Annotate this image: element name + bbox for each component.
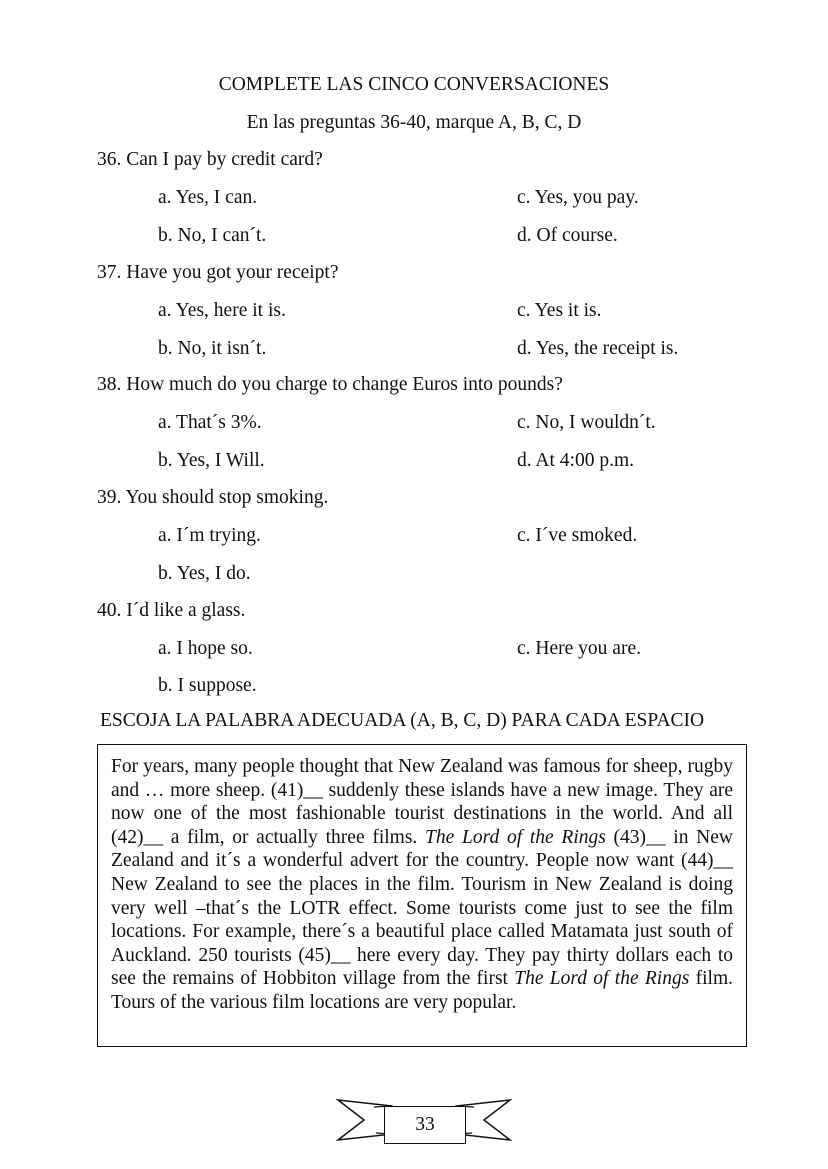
- option-36-b: b. No, I can´t.: [158, 225, 267, 246]
- question-40: 40. I´d like a glass.: [97, 600, 246, 621]
- option-38-a: a. That´s 3%.: [158, 412, 262, 433]
- option-37-d: d. Yes, the receipt is.: [517, 338, 679, 359]
- question-36: 36. Can I pay by credit card?: [97, 149, 323, 170]
- instructions: En las preguntas 36-40, marque A, B, C, D: [246, 112, 582, 133]
- film-title: The Lord of the Rings: [425, 826, 606, 848]
- passage-part-3: film. Tours of the various film locations are very popular.: [111, 968, 733, 1013]
- film-title: The Lord of the Rings: [514, 968, 690, 990]
- passage-part-1: For years, many people thought that New Zealand was famous for sheep, rugby and … more sheep. (41)__ suddenly these islands have a new image. They are now one of the most fashionable tourist destinations in the world. And all (42)__ a film, or actually three films.: [111, 756, 733, 848]
- option-39-c: c. I´ve smoked.: [517, 525, 638, 546]
- passage-part-2: (43)__ in New Zealand and it´s a wonderful advert for the country. People now want (44)__ New Zealand to see the places in the film. Tourism in New Zealand is doing very well –that´s the LOTR effect. Some tourists come just to see the film locations. For example, there´s a beautiful place called Matamata just south of Auckland. 250 tourists (45)__ here every day. They pay thirty dollars each to see the remains of Hobbiton village from the first: [111, 826, 733, 990]
- page-title: COMPLETE LAS CINCO CONVERSACIONES: [218, 74, 610, 95]
- option-39-b: b. Yes, I do.: [158, 563, 251, 584]
- option-36-d: d. Of course.: [517, 225, 618, 246]
- option-38-c: c. No, I wouldn´t.: [517, 412, 656, 433]
- option-38-b: b. Yes, I Will.: [158, 450, 265, 471]
- option-40-b: b. I suppose.: [158, 675, 257, 696]
- option-38-d: d. At 4:00 p.m.: [517, 450, 635, 471]
- option-40-c: c. Here you are.: [517, 638, 641, 659]
- option-39-a: a. I´m trying.: [158, 525, 261, 546]
- option-40-a: a. I hope so.: [158, 638, 253, 659]
- option-36-a: a. Yes, I can.: [158, 187, 258, 208]
- option-37-c: c. Yes it is.: [517, 300, 602, 321]
- page-number: 33: [384, 1106, 466, 1144]
- option-37-b: b. No, it isn´t.: [158, 338, 267, 359]
- reading-passage: [111, 755, 733, 1015]
- section-title: ESCOJA LA PALABRA ADECUADA (A, B, C, D) PARA CADA ESPACIO: [100, 710, 705, 731]
- question-39: 39. You should stop smoking.: [97, 487, 329, 508]
- option-36-c: c. Yes, you pay.: [517, 187, 639, 208]
- option-37-a: a. Yes, here it is.: [158, 300, 286, 321]
- question-38: 38. How much do you charge to change Euros into pounds?: [97, 374, 563, 395]
- question-37: 37. Have you got your receipt?: [97, 262, 339, 283]
